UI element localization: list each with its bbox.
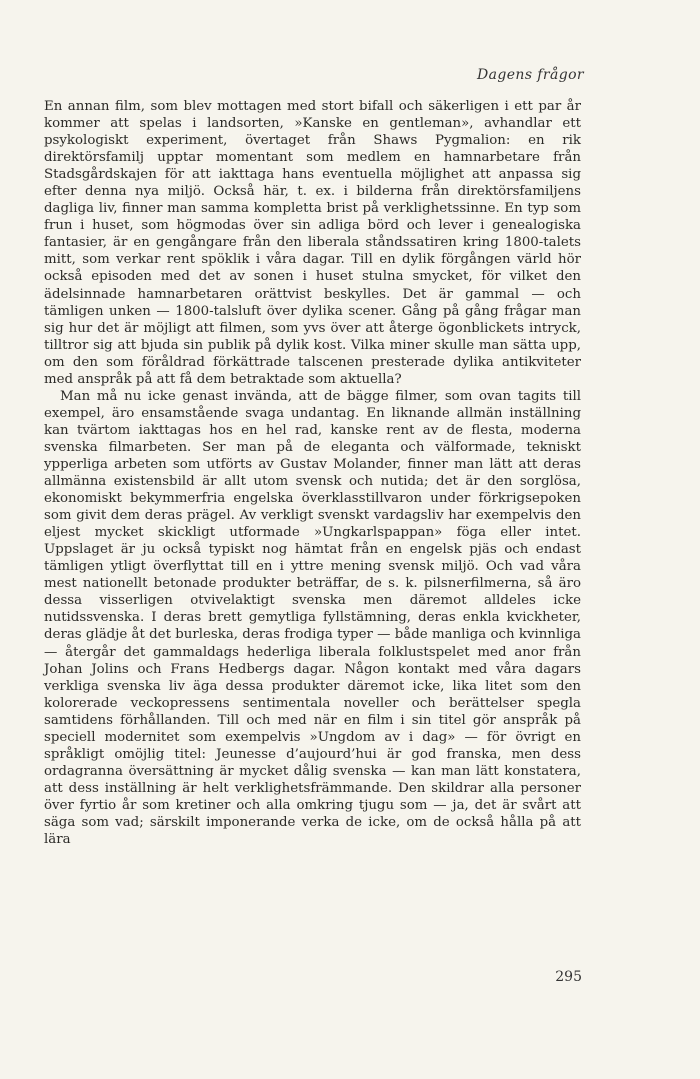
paragraph-1: En annan film, som blev mottagen med stort bifall och säkerligen i ett par år kommer att spelas i landsorten, »Kanske en gentleman», avhandlar ett psykologiskt experiment, övertaget från Shaws Pygmalion: en rik direktörsfamilj upptar momentant som medlem en hamnarbetare från Stadsgårdskajen för att iakttaga hans eventuella möjlighet att anpassa sig efter denna nya miljö. Också här, t. ex. i bilderna från direktörsfamiljens dagliga liv, finner man samma kompletta brist på verklighetssinne. En typ som frun i huset, som högmodas över sin adliga börd och lever i genealogiska fantasier, är en gengångare från den liberala ståndssatiren kring 1800-talets mitt, som verkar rent spöklik i våra dagar. Till en dylik förgången värld hör också episoden med det av sonen i huset stulna smycket, för vilket den ädelsinnade hamnarbetaren orättvist beskylles. Det är gammal — och tämligen unken — 1800-talsluft över dylika scener. Gång på gång frågar man sig hur det är möjligt att filmen, som yvs över att återge ögonblickets intryck, tilltror sig att bjuda sin publik på dylik kost. Vilka miner skulle man sätta upp, om den som föråldrad förkättrade talscenen presterade dylika antikviteter med anspråk på att få dem betraktade som aktuella? — [44, 99, 581, 387]
page-number: 295 — [555, 969, 582, 985]
paragraph-2: Man må nu icke genast invända, att de bägge filmer, som ovan tagits till exempel, äro ensamstående svaga undantag. En liknande allmän inställning kan tvärtom iakttagas hos en hel rad, kanske rent av de flesta, moderna svenska filmarbeten. Ser man på de eleganta och välformade, tekniskt ypperliga arbeten som utförts av Gustav Molander, finner man lätt att deras allmänna existensbild är allt utom svensk och nutida; det är den sorglösa, ekonomiskt bekymmerfria engelska överklasstillvaron under förkrigsepoken som givit dem deras prägel. Av verkligt svenskt vardagsliv har exempelvis den eljest mycket skickligt utformade »Ungkarlspappan» föga eller intet. Uppslaget är ju också typiskt nog hämtat från en engelsk pjäs och endast tämligen ytligt överflyttat till en i yttre mening svensk miljö. Och vad våra mest nationellt betonade produkter beträffar, de s. k. pilsnerfilmerna, så äro dessa visserligen otvivelaktigt svenska men däremot alldeles icke nutidssvenska. I deras brett gemytliga fyllstämning, deras enkla kvickheter, deras glädje åt det burleska, deras frodiga typer — både manliga och kvinnliga — återgår det gammaldags hederliga liberala folklustspelet med anor från Johan Jolins och Frans Hedbergs dagar. Någon kontakt med våra dagars verkliga svenska liv äga dessa produkter däremot icke, lika litet som den kolorerade veckopressens sentimentala noveller och berättelser spegla samtidens förhållanden. Till och med när en film i sin titel gör anspråk på speciell modernitet som exempelvis »Ungdom av i dag» — för övrigt en språkligt omöjlig titel: Jeunesse d’aujourd’hui är god franska, men dess ordagranna översättning är mycket dålig svenska — kan man lätt konstatera, att dess inställning är helt verklighetsfrämmande. Den skildrar alla personer över fyrtio år som kretiner och alla omkring tjugu som — ja, det är svårt att säga som vad; särskilt imponerande verka de icke, om de också hålla på att lära — [44, 388, 581, 848]
body-text — [44, 98, 581, 848]
running-head: Dagens frågor — [477, 67, 584, 83]
